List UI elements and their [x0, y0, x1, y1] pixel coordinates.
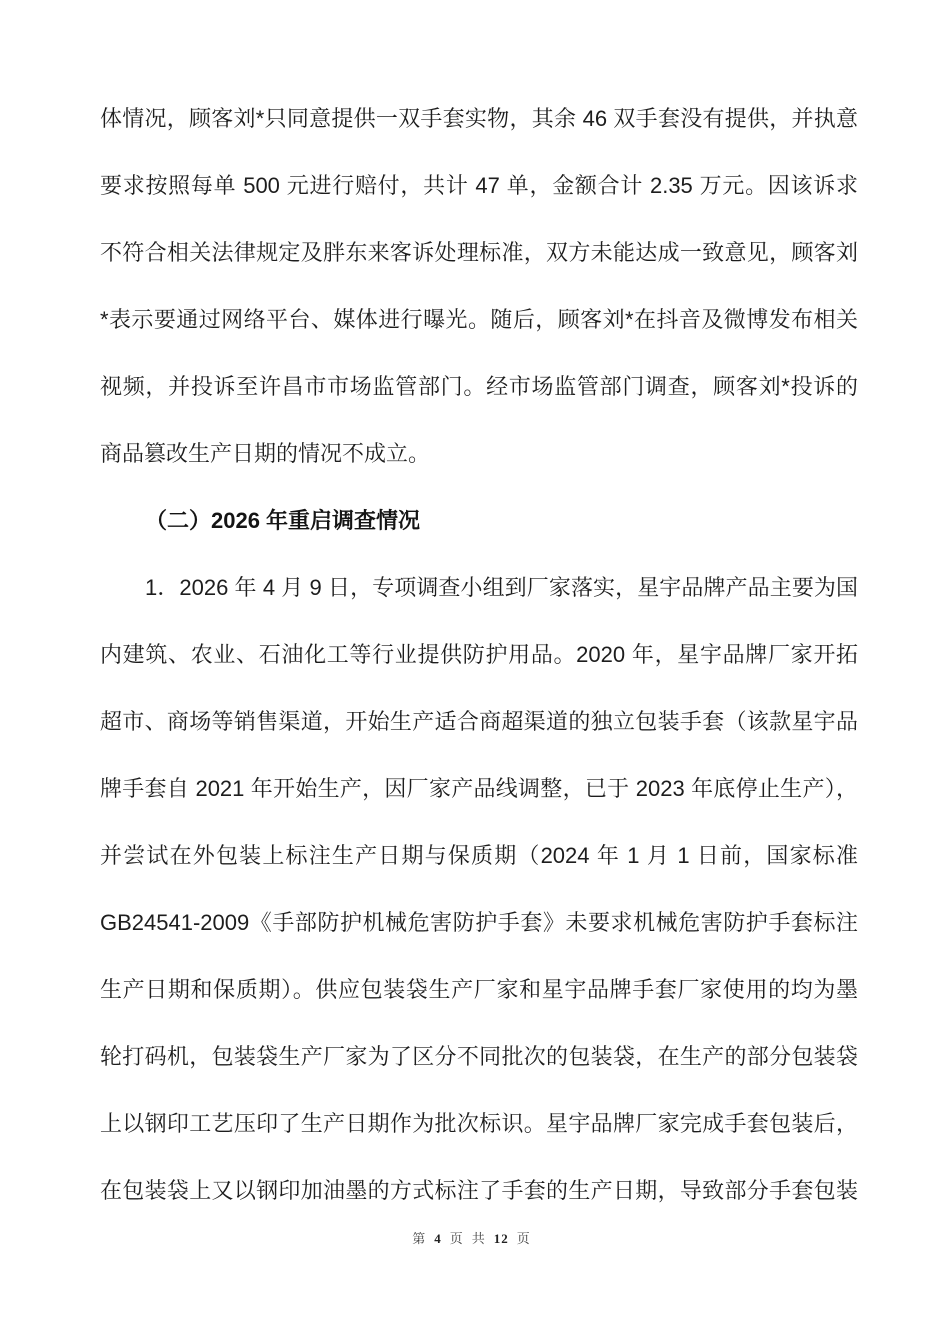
total-page-number: 12 [493, 1231, 509, 1246]
body-line: 内建筑、农业、石油化工等行业提供防护用品。2020 年，星宇品牌厂家开拓 [100, 642, 858, 667]
body-line: 超市、商场等销售渠道，开始生产适合商超渠道的独立包装手套（该款星宇品 [100, 709, 858, 734]
section-heading: （二）2026 年重启调查情况 [145, 508, 421, 533]
document-body [100, 85, 858, 1224]
body-line: 在包装袋上又以钢印加油墨的方式标注了手套的生产日期，导致部分手套包装 [100, 1178, 858, 1203]
body-line: 并尝试在外包装上标注生产日期与保质期（2024 年 1 月 1 日前，国家标准 [100, 843, 858, 868]
body-line-first: 1．2026 年 4 月 9 日，专项调查小组到厂家落实，星宇品牌产品主要为国 [145, 575, 858, 600]
body-line: 上以钢印工艺压印了生产日期作为批次标识。星宇品牌厂家完成手套包装后， [100, 1111, 858, 1136]
footer-label: 页 [516, 1231, 531, 1246]
body-line: 轮打码机，包装袋生产厂家为了区分不同批次的包装袋，在生产的部分包装袋 [100, 1044, 858, 1069]
body-line: *表示要通过网络平台、媒体进行曝光。随后，顾客刘*在抖音及微博发布相关 [100, 307, 858, 332]
footer-label: 页 [449, 1231, 464, 1246]
body-line: GB24541-2009《手部防护机械危害防护手套》未要求机械危害防护手套标注 [100, 910, 858, 935]
footer-label: 共 [471, 1231, 486, 1246]
body-line: 要求按照每单 500 元进行赔付，共计 47 单，金额合计 2.35 万元。因该诉求 [100, 173, 858, 198]
page-number-footer [0, 1222, 943, 1256]
body-line: 视频，并投诉至许昌市市场监管部门。经市场监管部门调查，顾客刘*投诉的 [100, 374, 858, 399]
footer-label: 第 [412, 1231, 427, 1246]
current-page-number: 4 [434, 1231, 442, 1246]
body-line: 牌手套自 2021 年开始生产，因厂家产品线调整，已于 2023 年底停止生产）， [100, 776, 858, 801]
body-line: 生产日期和保质期）。供应包装袋生产厂家和星宇品牌手套厂家使用的均为墨 [100, 977, 858, 1002]
body-line: 不符合相关法律规定及胖东来客诉处理标准，双方未能达成一致意见，顾客刘 [100, 240, 858, 265]
body-line: 体情况，顾客刘*只同意提供一双手套实物，其余 46 双手套没有提供，并执意 [100, 106, 858, 131]
paragraph-end-line: 商品篡改生产日期的情况不成立。 [100, 441, 431, 466]
